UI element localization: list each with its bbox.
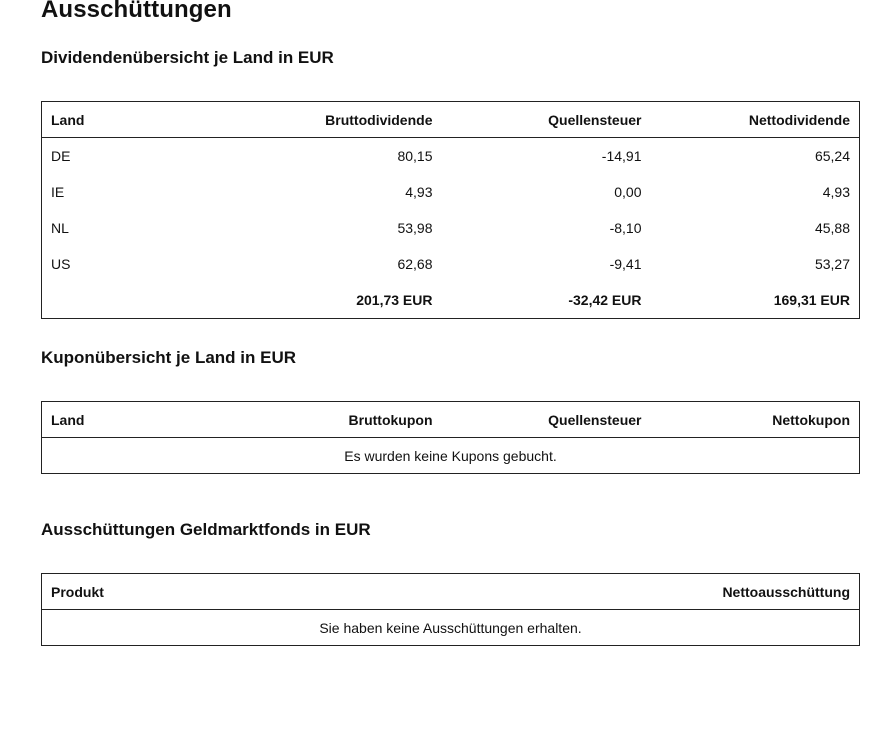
total-brutto: 201,73 EUR <box>356 292 433 308</box>
column-header-bruttokupon: Bruttokupon <box>142 402 442 438</box>
column-header-quellensteuer: Quellensteuer <box>442 402 651 438</box>
cell-land: IE <box>51 184 65 200</box>
coupons-section-title: Kuponübersicht je Land in EUR <box>41 348 297 367</box>
cell-brutto: 53,98 <box>397 220 433 236</box>
table-header-row <box>42 574 860 610</box>
table-row <box>42 174 860 210</box>
empty-row <box>42 610 860 646</box>
cell-brutto: 62,68 <box>397 256 433 272</box>
table-row <box>42 210 860 246</box>
cell-brutto: 4,93 <box>405 184 433 200</box>
page-title: Ausschüttungen <box>41 0 232 23</box>
column-header-nettoausschuettung: Nettoausschüttung <box>451 574 860 610</box>
money-market-table <box>41 573 860 646</box>
cell-netto: 53,27 <box>814 256 850 272</box>
table-header-row <box>42 402 860 438</box>
column-header-nettokupon: Nettokupon <box>651 402 860 438</box>
cell-land: US <box>51 256 71 272</box>
column-header-nettodividende: Nettodividende <box>651 102 860 138</box>
money-market-section-title: Ausschüttungen Geldmarktfonds in EUR <box>41 520 371 539</box>
cell-netto: 45,88 <box>814 220 850 236</box>
column-header-quellensteuer: Quellensteuer <box>442 102 651 138</box>
empty-message: Es wurden keine Kupons gebucht. <box>344 447 557 464</box>
total-row <box>42 282 860 319</box>
dividends-section-title: Dividendenübersicht je Land in EUR <box>41 48 334 67</box>
coupons-table <box>41 401 860 474</box>
cell-brutto: 80,15 <box>397 148 433 164</box>
total-netto: 169,31 EUR <box>773 292 850 308</box>
cell-empty <box>42 282 142 319</box>
table-header-row <box>42 102 860 138</box>
cell-netto: 4,93 <box>822 184 850 200</box>
cell-steuer: -8,10 <box>609 220 642 236</box>
table-row <box>42 138 860 175</box>
cell-steuer: -14,91 <box>601 148 642 164</box>
cell-land: NL <box>51 220 69 236</box>
empty-message: Sie haben keine Ausschüttungen erhalten. <box>319 619 582 636</box>
column-header-land: Land <box>42 402 142 438</box>
total-steuer: -32,42 EUR <box>568 292 642 308</box>
cell-steuer: 0,00 <box>614 184 642 200</box>
column-header-bruttodividende: Bruttodividende <box>142 102 442 138</box>
column-header-land: Land <box>42 102 142 138</box>
empty-row <box>42 438 860 474</box>
cell-land: DE <box>51 148 71 164</box>
column-header-produkt: Produkt <box>42 574 451 610</box>
table-row <box>42 246 860 282</box>
cell-netto: 65,24 <box>814 148 850 164</box>
cell-steuer: -9,41 <box>609 256 642 272</box>
dividends-table <box>41 101 860 319</box>
